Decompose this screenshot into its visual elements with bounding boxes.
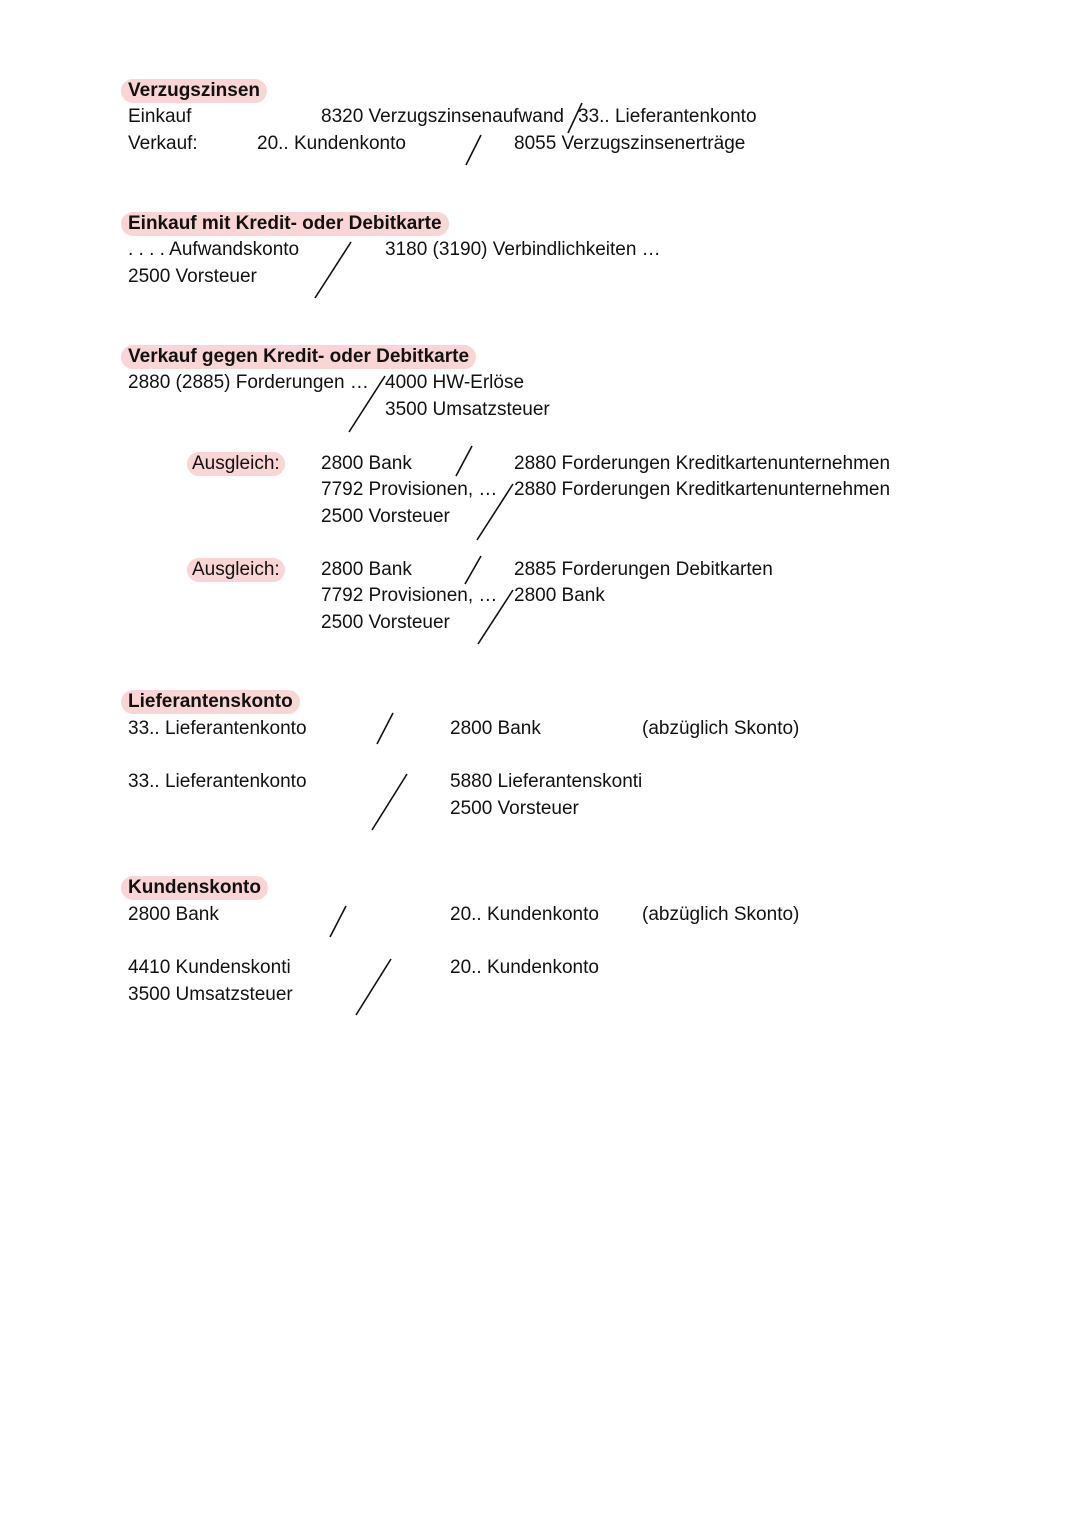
kundenskonto-row1-soll: 2800 Bank (128, 904, 219, 925)
slash-einkauf-karte (315, 242, 351, 298)
verkauf-soll: 20.. Kundenkonto (257, 133, 406, 154)
slash-ausgleich-2-a (465, 556, 481, 584)
ausgleich-1-haben-1: 2880 Forderungen Kreditkartenunternehmen (514, 453, 891, 474)
slash-ausgleich-1-a (456, 446, 472, 476)
slash-lieferantenskonto-1 (377, 713, 393, 744)
ausgleich-2-haben-1: 2885 Forderungen Debitkarten (514, 559, 773, 580)
einkauf-soll: 8320 Verzugszinsenaufwand (321, 106, 564, 127)
slash-ausgleich-2-b (478, 590, 513, 644)
slash-kundenskonto-2 (356, 959, 391, 1015)
kundenskonto-row1-haben: 20.. Kundenkonto (450, 904, 599, 925)
verkauf-label: Verkauf: (128, 133, 198, 154)
einkauf-karte-haben-1: 3180 (3190) Verbindlichkeiten … (385, 239, 661, 260)
slash-kundenskonto-1 (330, 906, 346, 937)
einkauf-karte-soll-1: . . . . Aufwandskonto (128, 239, 300, 260)
heading-verzugszinsen: Verzugszinsen (121, 79, 267, 103)
slash-ausgleich-1-b (477, 484, 513, 540)
heading-verkauf-karte: Verkauf gegen Kredit- oder Debitkarte (121, 345, 476, 369)
kundenskonto-row2-soll-2: 3500 Umsatzsteuer (128, 984, 293, 1005)
lieferantenskonto-row1-haben: 2800 Bank (450, 718, 541, 739)
ausgleich-label-1: Ausgleich: (187, 452, 285, 476)
verkauf-karte-soll-1: 2880 (2885) Forderungen … (128, 372, 369, 393)
einkauf-karte-soll-2: 2500 Vorsteuer (128, 266, 257, 287)
lieferantenskonto-row1-soll: 33.. Lieferantenkonto (128, 718, 307, 739)
verkauf-haben: 8055 Verzugszinsenerträge (514, 133, 746, 154)
ausgleich-label-2: Ausgleich: (187, 558, 285, 582)
lieferantenskonto-row1-note: (abzüglich Skonto) (642, 718, 800, 739)
heading-lieferantenskonto: Lieferantenskonto (121, 690, 300, 714)
ausgleich-2-soll-2: 7792 Provisionen, … (321, 585, 498, 606)
verkauf-karte-haben-2: 3500 Umsatzsteuer (385, 399, 550, 420)
slash-verzugszinsen-einkauf (568, 103, 582, 133)
verkauf-karte-haben-1: 4000 HW-Erlöse (385, 372, 525, 393)
einkauf-label: Einkauf (128, 106, 192, 127)
ausgleich-1-soll-1: 2800 Bank (321, 453, 412, 474)
einkauf-haben: 33.. Lieferantenkonto (578, 106, 757, 127)
slash-verzugszinsen-verkauf (466, 135, 481, 165)
heading-einkauf-karte: Einkauf mit Kredit- oder Debitkarte (121, 212, 449, 236)
lieferantenskonto-row2-haben-2: 2500 Vorsteuer (450, 798, 579, 819)
ausgleich-2-soll-3: 2500 Vorsteuer (321, 612, 450, 633)
slash-verkauf-karte (349, 376, 385, 432)
ausgleich-1-soll-2: 7792 Provisionen, … (321, 479, 498, 500)
kundenskonto-row1-note: (abzüglich Skonto) (642, 904, 800, 925)
kundenskonto-row2-haben: 20.. Kundenkonto (450, 957, 599, 978)
heading-kundenskonto: Kundenskonto (121, 876, 268, 900)
ausgleich-1-soll-3: 2500 Vorsteuer (321, 506, 450, 527)
ausgleich-1-haben-2: 2880 Forderungen Kreditkartenunternehmen (514, 479, 891, 500)
lieferantenskonto-row2-haben-1: 5880 Lieferantenskonti (450, 771, 643, 792)
slash-lieferantenskonto-2 (372, 774, 407, 830)
kundenskonto-row2-soll-1: 4410 Kundenskonti (128, 957, 291, 978)
lieferantenskonto-row2-soll: 33.. Lieferantenkonto (128, 771, 307, 792)
ausgleich-2-soll-1: 2800 Bank (321, 559, 412, 580)
ausgleich-2-haben-2: 2800 Bank (514, 585, 605, 606)
